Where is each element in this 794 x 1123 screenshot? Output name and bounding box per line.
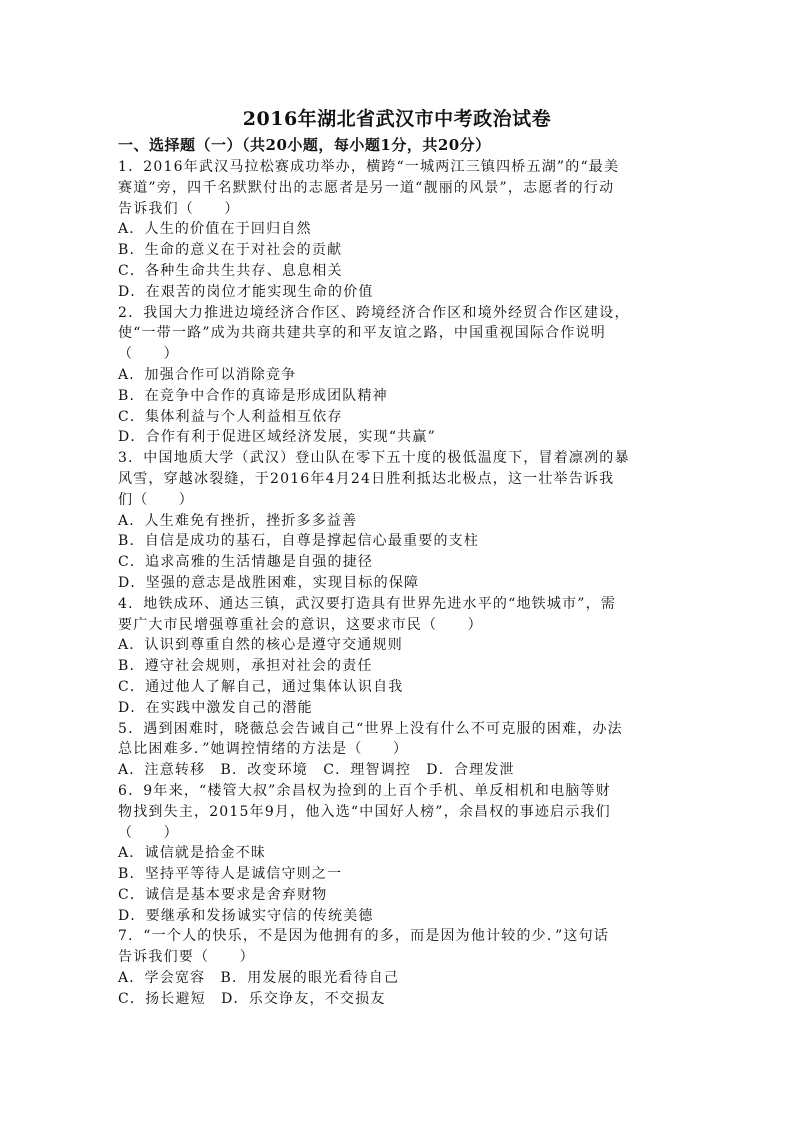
text-line: 4．地铁成环、通达三镇，武汉要打造具有世界先进水平的“地铁城市”，需 [118, 595, 617, 612]
document-title: 2016年湖北省武汉市中考政治试卷 [242, 108, 552, 130]
text-line: 物找到失主，2015年9月，他入选“中国好人榜”，余昌权的事迹启示我们 [118, 803, 611, 820]
text-line: B．自信是成功的基石，自尊是撑起信心最重要的支柱 [118, 533, 480, 550]
text-line: A．诚信就是拾金不昧 [118, 845, 267, 862]
text-line: D．要继承和发扬诚实守信的传统美德 [118, 907, 374, 924]
text-line: （ ） [118, 824, 179, 841]
text-line: 告诉我们要（ ） [118, 949, 255, 966]
text-line: 6．9年来，“楼管大叔”余昌权为捡到的上百个手机、单反相机和电脑等财 [118, 782, 611, 799]
text-line: 们（ ） [118, 491, 194, 508]
text-line: 使“一带一路”成为共商共建共享的和平友谊之路，中国重视国际合作说明 [118, 325, 606, 342]
text-line: C．各种生命共生共存、息息相关 [118, 262, 343, 279]
text-line: D．坚强的意志是战胜困难，实现目标的保障 [118, 574, 420, 591]
section-heading: 一、选择题（一）（共20小题，每小题1分，共20分） [118, 136, 491, 154]
text-line: 1．2016年武汉马拉松赛成功举办，横跨“一城两江三镇四桥五湖”的“最美 [118, 159, 620, 175]
text-line: 5．遇到困难时，晓薇总会告诫自己“世界上没有什么不可克服的困难，办法 [118, 720, 623, 737]
text-line: B．在竞争中合作的真谛是形成团队精神 [118, 387, 388, 404]
text-line: 3．中国地质大学（武汉）登山队在零下五十度的极低温度下，冒着凛冽的暴 [118, 450, 630, 467]
text-line: 总比困难多．”她调控情绪的方法是（ ） [118, 741, 409, 758]
text-line: A．加强合作可以消除竞争 [118, 366, 297, 383]
text-line: D．在艰苦的岗位才能实现生命的价值 [118, 283, 374, 300]
text-line: C．扬长避短 D．乐交诤友，不交损友 [118, 990, 386, 1007]
text-line: C．集体利益与个人利益相互依存 [118, 408, 343, 425]
text-line: C．追求高雅的生活情趣是自强的捷径 [118, 554, 374, 571]
text-line: 告诉我们（ ） [118, 200, 240, 217]
text-line: D．合作有利于促进区域经济发展，实现“共赢” [118, 429, 436, 446]
text-line: A．人生的价值在于回归自然 [118, 221, 312, 238]
text-line: C．诚信是基本要求是舍弃财物 [118, 886, 328, 903]
text-line: A．学会宽容 B．用发展的眼光看待自己 [118, 970, 400, 987]
text-line: D．在实践中激发自己的潜能 [118, 699, 313, 716]
text-line: 赛道”旁，四千名默默付出的志愿者是另一道“靓丽的风景”，志愿者的行动 [118, 179, 615, 196]
text-line: 风雪，穿越冰裂缝，于2016年4月24日胜利抵达北极点，这一壮举告诉我 [118, 470, 615, 487]
text-line: C．通过他人了解自己，通过集体认识自我 [118, 678, 404, 695]
question-content [118, 157, 678, 1010]
text-line: （ ） [118, 346, 179, 363]
text-line: A．认识到尊重自然的核心是遵守交通规则 [118, 637, 403, 654]
text-line: 2．我国大力推进边境经济合作区、跨境经济合作区和境外经贸合作区建设， [118, 304, 630, 321]
text-line: 7．“一个人的快乐，不是因为他拥有的多，而是因为他计较的少．”这句话 [118, 928, 610, 945]
text-line: A．注意转移 B．改变环境 C．理智调控 D．合理发泄 [118, 762, 515, 779]
text-line: 要广大市民增强尊重社会的意识，这要求市民（ ） [118, 616, 483, 633]
text-line: A．人生难免有挫折，挫折多多益善 [118, 512, 358, 529]
text-line: B．遵守社会规则，承担对社会的责任 [118, 658, 373, 675]
text-line: B．坚持平等待人是诚信守则之一 [118, 866, 343, 883]
text-line: B．生命的意义在于对社会的贡献 [118, 242, 343, 259]
